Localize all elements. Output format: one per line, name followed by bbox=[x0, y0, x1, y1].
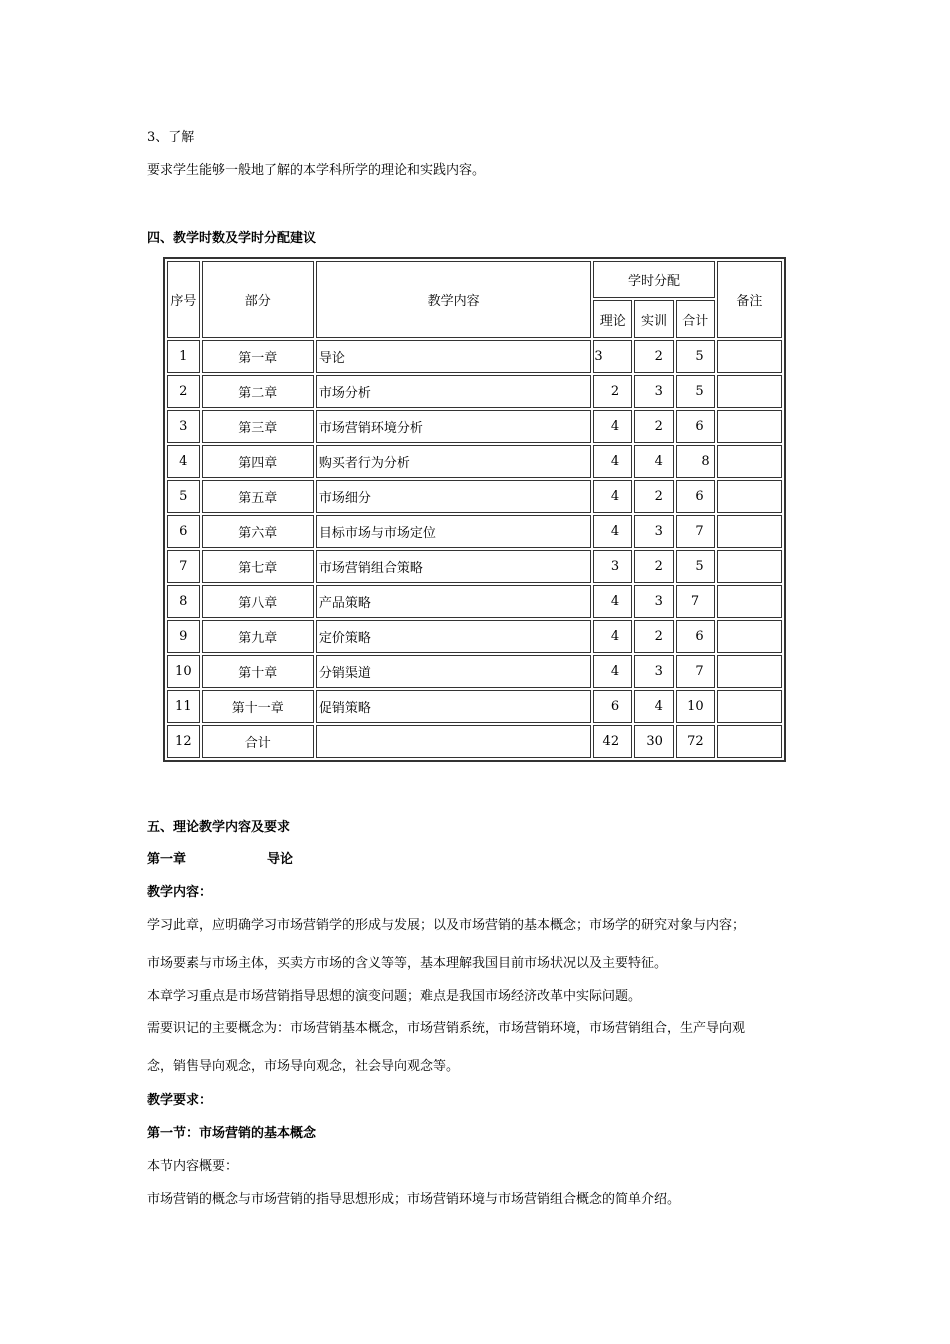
cell-note bbox=[717, 410, 782, 443]
cell-index: 5 bbox=[167, 480, 200, 513]
header-part: 部分 bbox=[202, 261, 314, 338]
cell-note bbox=[717, 690, 782, 723]
para3-line1: 需要识记的主要概念为：市场营销基本概念，市场营销系统，市场营销环境，市场营销组合，生产导向观 bbox=[147, 1021, 746, 1036]
section1-summary-label: 本节内容概要： bbox=[147, 1159, 239, 1174]
cell-note bbox=[717, 340, 782, 373]
section3-heading: 3、了解 bbox=[147, 130, 195, 145]
cell-note bbox=[717, 620, 782, 653]
cell-index: 9 bbox=[167, 620, 200, 653]
header-practice: 实训 bbox=[634, 300, 674, 338]
cell-part: 第八章 bbox=[202, 585, 314, 618]
table-row bbox=[167, 480, 782, 513]
cell-note bbox=[717, 375, 782, 408]
table-row bbox=[167, 375, 782, 408]
cell-content: 导论 bbox=[316, 340, 591, 373]
table-header-row bbox=[167, 261, 782, 298]
header-total: 合计 bbox=[676, 300, 715, 338]
cell-index: 11 bbox=[167, 690, 200, 723]
section4-heading: 四、教学时数及学时分配建议 bbox=[147, 231, 317, 246]
teaching-req-label: 教学要求： bbox=[147, 1093, 213, 1108]
table-row-total bbox=[167, 725, 782, 758]
cell-index: 3 bbox=[167, 410, 200, 443]
cell-content: 市场营销组合策略 bbox=[316, 550, 591, 583]
table-row bbox=[167, 340, 782, 373]
table-row bbox=[167, 620, 782, 653]
cell-practice: 4 bbox=[634, 690, 674, 723]
cell-total: 10 bbox=[676, 690, 715, 723]
cell-theory: 4 bbox=[593, 620, 632, 653]
cell-practice: 2 bbox=[634, 340, 674, 373]
cell-total: 8 bbox=[676, 445, 715, 478]
cell-content: 市场分析 bbox=[316, 375, 591, 408]
para3-line2: 念，销售导向观念，市场导向观念，社会导向观念等。 bbox=[147, 1059, 460, 1074]
table-row bbox=[167, 515, 782, 548]
table-row bbox=[167, 445, 782, 478]
cell-practice: 2 bbox=[634, 620, 674, 653]
cell-content: 定价策略 bbox=[316, 620, 591, 653]
cell-index: 2 bbox=[167, 375, 200, 408]
cell-total: 5 bbox=[676, 375, 715, 408]
para1-line2: 市场要素与市场主体，买卖方市场的含义等等，基本理解我国目前市场状况以及主要特征。 bbox=[147, 956, 668, 971]
cell-content: 分销渠道 bbox=[316, 655, 591, 688]
cell-practice: 30 bbox=[634, 725, 674, 758]
cell-index: 6 bbox=[167, 515, 200, 548]
cell-total: 7 bbox=[676, 655, 715, 688]
cell-content: 促销策略 bbox=[316, 690, 591, 723]
cell-part: 第十一章 bbox=[202, 690, 314, 723]
cell-total: 7 bbox=[676, 515, 715, 548]
header-note: 备注 bbox=[717, 261, 782, 338]
para1-line1: 学习此章，应明确学习市场营销学的形成与发展；以及市场营销的基本概念；市场学的研究对象与内容； bbox=[147, 918, 746, 933]
cell-content: 目标市场与市场定位 bbox=[316, 515, 591, 548]
cell-theory: 4 bbox=[593, 480, 632, 513]
cell-note bbox=[717, 585, 782, 618]
cell-total: 5 bbox=[676, 340, 715, 373]
cell-theory: 42 bbox=[593, 725, 632, 758]
cell-content: 市场细分 bbox=[316, 480, 591, 513]
cell-index: 7 bbox=[167, 550, 200, 583]
cell-part: 第三章 bbox=[202, 410, 314, 443]
cell-total: 6 bbox=[676, 480, 715, 513]
cell-total: 5 bbox=[676, 550, 715, 583]
cell-index: 10 bbox=[167, 655, 200, 688]
cell-part: 第二章 bbox=[202, 375, 314, 408]
cell-part: 第五章 bbox=[202, 480, 314, 513]
table-row bbox=[167, 655, 782, 688]
cell-index: 8 bbox=[167, 585, 200, 618]
cell-content: 市场营销环境分析 bbox=[316, 410, 591, 443]
chapter1-label: 第一章 bbox=[147, 852, 187, 867]
cell-total: 7 bbox=[676, 585, 715, 618]
cell-theory: 4 bbox=[593, 515, 632, 548]
cell-note bbox=[717, 550, 782, 583]
teaching-content-label: 教学内容： bbox=[147, 885, 213, 900]
cell-part: 第十章 bbox=[202, 655, 314, 688]
cell-content: 购买者行为分析 bbox=[316, 445, 591, 478]
cell-practice: 3 bbox=[634, 375, 674, 408]
cell-note bbox=[717, 515, 782, 548]
cell-note bbox=[717, 725, 782, 758]
header-index: 序号 bbox=[167, 261, 200, 338]
cell-note bbox=[717, 480, 782, 513]
cell-content bbox=[316, 725, 591, 758]
section3-body: 要求学生能够一般地了解的本学科所学的理论和实践内容。 bbox=[147, 163, 486, 178]
chapter1-title: 导论 bbox=[267, 852, 294, 867]
cell-part: 第一章 bbox=[202, 340, 314, 373]
cell-theory: 4 bbox=[593, 585, 632, 618]
cell-practice: 4 bbox=[634, 445, 674, 478]
header-theory: 理论 bbox=[593, 300, 632, 338]
cell-part: 第四章 bbox=[202, 445, 314, 478]
cell-total: 6 bbox=[676, 620, 715, 653]
cell-theory: 4 bbox=[593, 410, 632, 443]
cell-theory: 3 bbox=[593, 340, 632, 373]
cell-practice: 2 bbox=[634, 410, 674, 443]
cell-total: 6 bbox=[676, 410, 715, 443]
cell-theory: 3 bbox=[593, 550, 632, 583]
cell-theory: 4 bbox=[593, 655, 632, 688]
cell-practice: 3 bbox=[634, 655, 674, 688]
cell-theory: 4 bbox=[593, 445, 632, 478]
cell-index: 12 bbox=[167, 725, 200, 758]
table-row bbox=[167, 690, 782, 723]
section1-summary: 市场营销的概念与市场营销的指导思想形成；市场营销环境与市场营销组合概念的简单介绍。 bbox=[147, 1192, 681, 1207]
section1-heading: 第一节：市场营销的基本概念 bbox=[147, 1126, 317, 1141]
cell-part: 合计 bbox=[202, 725, 314, 758]
table-row bbox=[167, 585, 782, 618]
cell-total: 72 bbox=[676, 725, 715, 758]
section5-heading: 五、理论教学内容及要求 bbox=[147, 820, 291, 835]
hours-allocation-table bbox=[163, 257, 786, 762]
cell-part: 第六章 bbox=[202, 515, 314, 548]
cell-note bbox=[717, 655, 782, 688]
cell-theory: 6 bbox=[593, 690, 632, 723]
table-row bbox=[167, 410, 782, 443]
cell-practice: 2 bbox=[634, 480, 674, 513]
cell-part: 第七章 bbox=[202, 550, 314, 583]
cell-index: 4 bbox=[167, 445, 200, 478]
header-hours: 学时分配 bbox=[593, 261, 714, 298]
cell-practice: 2 bbox=[634, 550, 674, 583]
header-content: 教学内容 bbox=[316, 261, 591, 338]
cell-part: 第九章 bbox=[202, 620, 314, 653]
cell-index: 1 bbox=[167, 340, 200, 373]
cell-note bbox=[717, 445, 782, 478]
cell-practice: 3 bbox=[634, 585, 674, 618]
para2: 本章学习重点是市场营销指导思想的演变问题；难点是我国市场经济改革中实际问题。 bbox=[147, 989, 642, 1004]
table-row bbox=[167, 550, 782, 583]
cell-theory: 2 bbox=[593, 375, 632, 408]
cell-practice: 3 bbox=[634, 515, 674, 548]
cell-content: 产品策略 bbox=[316, 585, 591, 618]
